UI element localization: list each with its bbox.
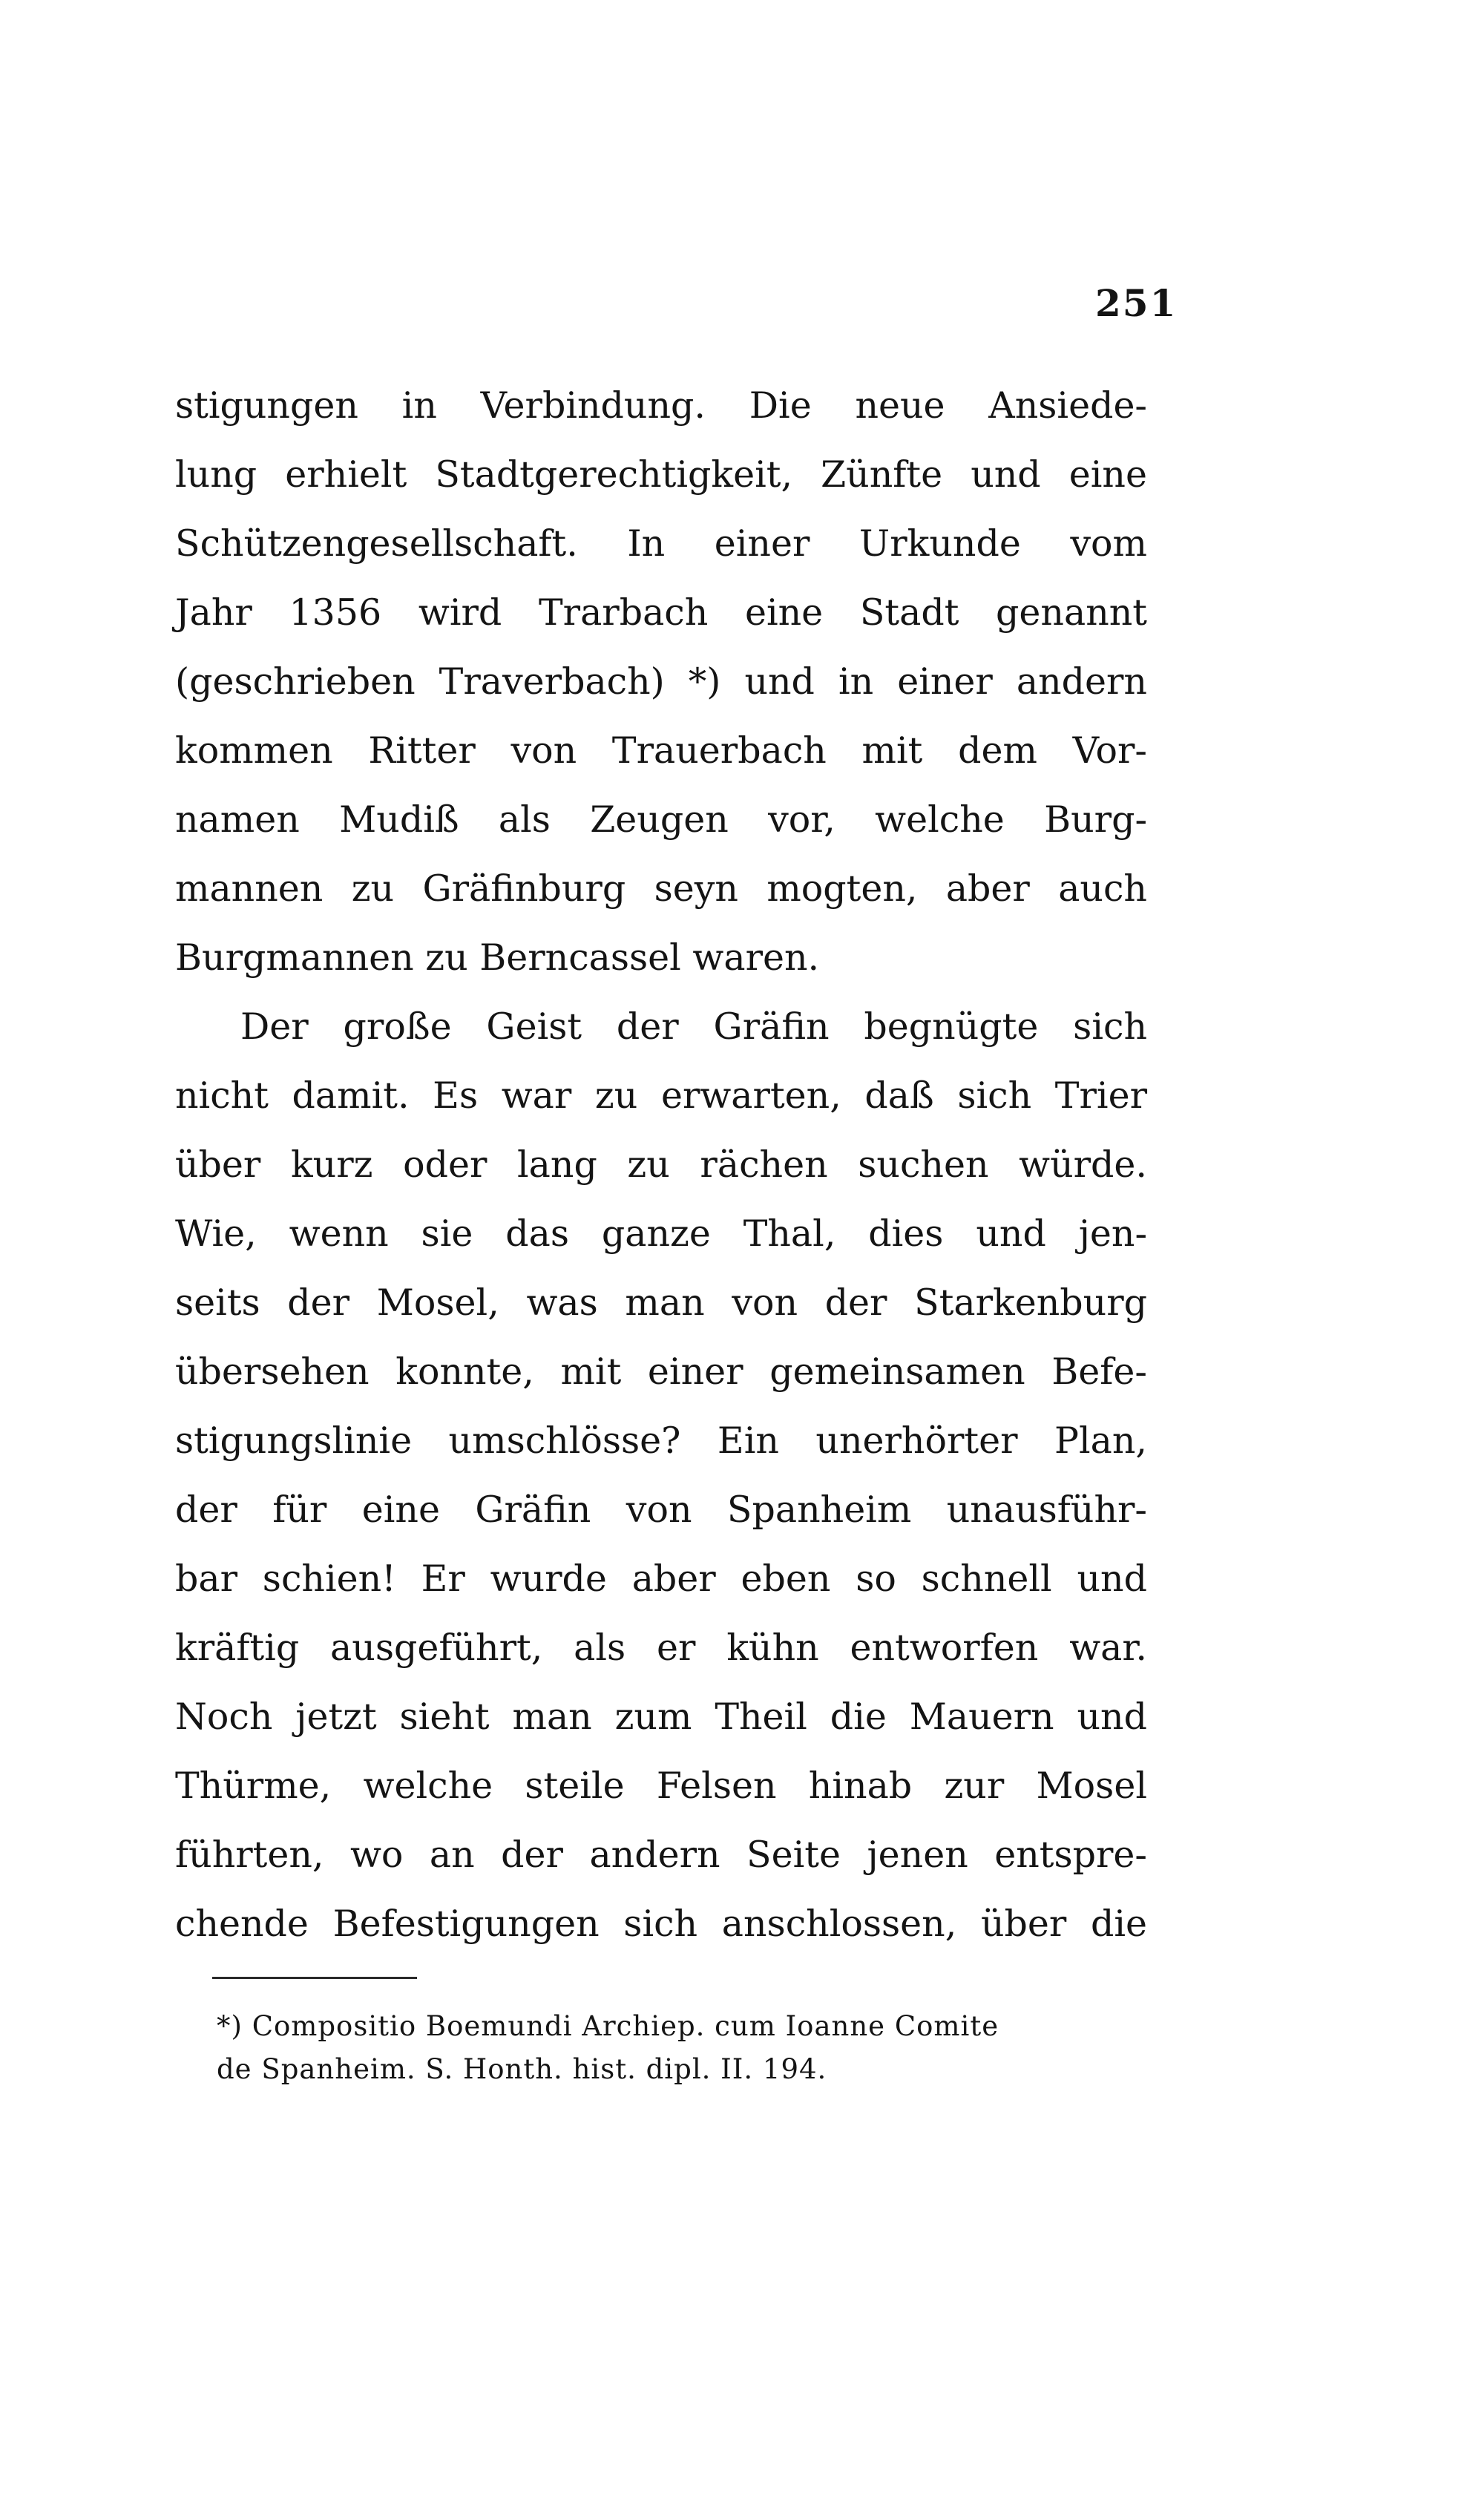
body-text bbox=[175, 371, 1147, 1958]
page-number: 251 bbox=[1095, 281, 1178, 325]
text-line: lung erhielt Stadtgerechtigkeit, Zünfte und eine bbox=[175, 453, 1147, 496]
text-line: Wie, wenn sie das ganze Thal, dies und jen- bbox=[175, 1212, 1147, 1255]
text-line: chende Befestigungen sich anschlossen, über die bbox=[175, 1903, 1147, 1945]
text-line: Schützengesellschaft. In einer Urkunde vom bbox=[175, 522, 1147, 565]
text-line: kräftig ausgeführt, als er kühn entworfen war. bbox=[175, 1627, 1147, 1669]
text-line: Noch jetzt sieht man zum Theil die Mauern und bbox=[175, 1696, 1147, 1738]
text-line: über kurz oder lang zu rächen suchen würde. bbox=[175, 1143, 1147, 1186]
footnote bbox=[217, 2005, 1152, 2091]
text-line: der für eine Gräfin von Spanheim unausführ- bbox=[175, 1489, 1147, 1531]
text-line: führten, wo an der andern Seite jenen entspre- bbox=[175, 1834, 1147, 1876]
text-line: Burgmannen zu Berncassel waren. bbox=[175, 936, 820, 979]
text-line: Jahr 1356 wird Trarbach eine Stadt genannt bbox=[175, 591, 1147, 634]
footnote-line: *) Compositio Boemundi Archiep. cum Ioanne Comite bbox=[217, 2010, 999, 2042]
text-line: Der große Geist der Gräfin begnügte sich bbox=[240, 1005, 1147, 1048]
footnote-line: de Spanheim. S. Honth. hist. dipl. II. 194. bbox=[217, 2053, 827, 2085]
text-line: seits der Mosel, was man von der Starkenburg bbox=[175, 1282, 1147, 1324]
text-line: Thürme, welche steile Felsen hinab zur Mosel bbox=[175, 1765, 1147, 1807]
text-line: (geschrieben Traverbach) *) und in einer andern bbox=[175, 660, 1147, 703]
text-line: stigungen in Verbindung. Die neue Ansiede- bbox=[175, 384, 1147, 427]
text-line: mannen zu Gräfinburg seyn mogten, aber auch bbox=[175, 867, 1147, 910]
text-line: bar schien! Er wurde aber eben so schnell und bbox=[175, 1558, 1147, 1600]
text-line: stigungslinie umschlösse? Ein unerhörter Plan, bbox=[175, 1420, 1147, 1462]
text-line: übersehen konnte, mit einer gemeinsamen Befe- bbox=[175, 1351, 1147, 1393]
text-line: namen Mudiß als Zeugen vor, welche Burg- bbox=[175, 798, 1147, 841]
text-line: nicht damit. Es war zu erwarten, daß sich Trier bbox=[175, 1074, 1147, 1117]
text-line: kommen Ritter von Trauerbach mit dem Vor- bbox=[175, 729, 1147, 772]
footnote-divider bbox=[212, 1977, 417, 1979]
